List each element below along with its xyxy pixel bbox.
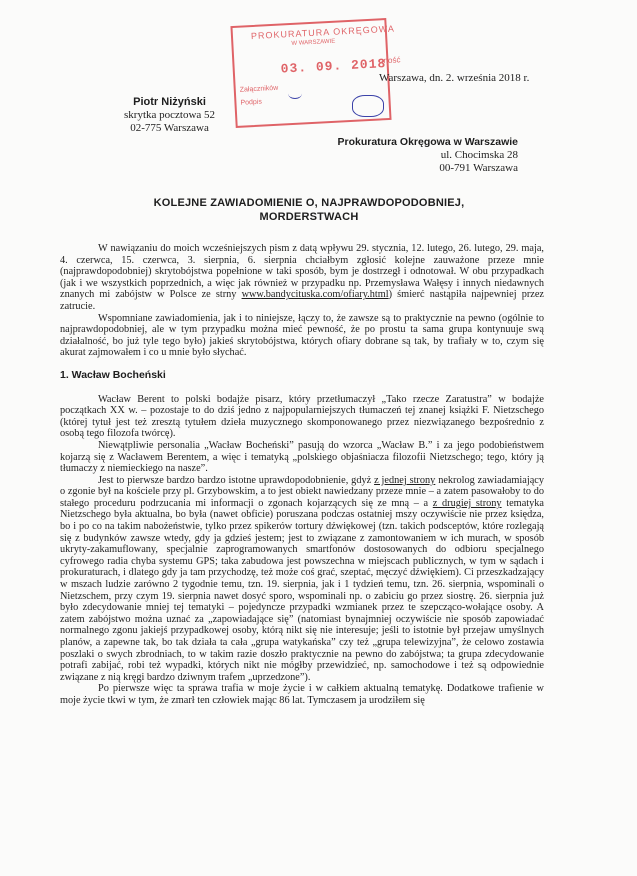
stamp-date: 03. 09. 2018 (280, 56, 387, 77)
underlined-phrase: z jednej strony (374, 474, 436, 486)
paragraph: Niewątpliwie personalia „Wacław Bocheński” pasują do wzorca „Wacław B.” i za jego podobieństwem kojarzą się z Wacławem Berentem, a więc i tematyką „polskiego objaśniacza filozofii Nietzschego; tego, który ją tłumaczy z niemieckiego na nasze”. (60, 439, 544, 475)
section-heading: 1. Wacław Bocheński (60, 368, 166, 381)
recipient-address-line: ul. Chocimska 28 (440, 149, 518, 161)
paragraph (60, 475, 544, 684)
sender-block (124, 96, 215, 135)
paragraph-text: nekrolog zawiadamiający o zgonie był na kościele przy pl. Grzybowskim, a to jest obiekt nawiedzany przeze mnie – a zatem pasowałoby to do stałego proceduru podrzucania mi informacji o zgonach kojarzących się ze mną – a (60, 474, 544, 509)
stamp-subtitle: W WARSZAWIE (291, 38, 336, 47)
paragraph-text: W nawiązaniu do moich wcześniejszych pism z datą wpływu 29. stycznia, 12. lutego, 26. lutego, 29. maja, 4. czerwca, 15. czerwca, 3. sierpnia, 6. sierpnia chciałbym zgłosić kolejne zauważone przeze mnie (najprawdopodobniej) skrytobójstwa popełnione w taki sposób, bym je dostrzegł i odnotował. W obu przypadkach (jak i we wszystkich poprzednich, a więc jak również w przypadku np. Przemysława Wałęsy i innych niedawnych znanych mi zabójstw w Polsce ze strny (60, 243, 544, 301)
sender-name: Piotr Niżyński (133, 96, 206, 108)
paragraph: Po pierwsze więc ta sprawa trafia w moje życie i w całkiem aktualną tematykę. Dodatkowe trafienie w moje życie tkwi w tym, że zmarł ten człowiek mając 86 lat. Tymczasem ja urodziłem się (60, 683, 544, 706)
recipient-name: Prokuratura Okręgowa w Warszawie (337, 136, 518, 148)
stamp-signature-label: Podpis (240, 98, 263, 107)
paragraph (60, 243, 544, 313)
stamp-attachments-label: Załączników (239, 84, 279, 94)
place-and-date: Warszawa, dn. 2. września 2018 r. (379, 72, 530, 84)
recipient-block (330, 136, 518, 175)
title-line: MORDERSTWACH (259, 211, 359, 223)
paragraph-text: Jest to pierwsze bardzo bardzo istotne uprawdopodobnienie, gdyż (98, 474, 375, 486)
paragraph-text: ) śmierć nastąpiła najpewniej przez zatrucie. (60, 289, 544, 312)
underlined-phrase: z drugiej strony (432, 497, 502, 509)
sender-address-line: 02-775 Warszawa (130, 122, 209, 134)
handwritten-signature (352, 95, 384, 117)
letter-body (60, 243, 544, 707)
title-line: KOLEJNE ZAWIADOMIENIE O, NAJPRAWDOPODOBNIEJ, (153, 197, 465, 209)
stamp-title: PROKURATURA OKRĘGOWA (250, 23, 396, 42)
recipient-address-line: 00-791 Warszawa (439, 162, 518, 174)
paragraph-text: tematyka Nietzschego była aktualna, bo była (nawet obficie) poruszana podczas ostatniej mszy oczywiście nie przez księdza, bo i po co na takim nabożeństwie, tylko przez spikerów tortury dźwiękowej (tzn. takich podsceptów, które rozlegają się z budynków zawsze wtedy, gdy ja gdzieś jestem; jest to związane z zamontowaniem w ich murach, w sposób ukryty-zakamuflowany, specjalnie zaprogramowanych smartfonów dostosowanych do odbioru specjalnego cyfrowego radia chyba systemu GPS; taka zabudowa jest powszechna w miejscach publicznych, w tym w sądach i prokuraturach, i dlatego gdy ja tam przychodzę, też może coś grać, szeptać, męczyć dźwiękiem). Ci przeszkadzający w mszach ludzie zarówno 2 tygodnie temu, tzn. 19. sierpnia, jak i 1 tydzień temu, tzn. 26. sierpnia, wspominali o Nietzschem, przy czym 19. sierpnia nawet dosyć sporo, wspominali np. o zabiciu go przez siostrę. 26. sierpnia już było zdecydowanie mniej tej tematyki – pojedyncze przypadki wzmianek przez te szepcząco-wołające osoby. A zatem zabójstwo można uznać za „zapowiadające się” (natomiast bynajmniej oczywiście nie sposób zapowiadać normalnego zgonu jakiejś przypadkowej osoby, którą nikt się nie interesuje; jeśli to istotnie był przejaw umyślnych planów, a zapewne tak, bo tak działa ta cała „grupa watykańska” czy też „grupa telewizyjna”, że celowo zostawia poszlaki o swych zbrodniach, to w takim razie doszło praktycznie na pewno do zabójstwa; ta grupa zdecydowanie potrafi zabijać, robi też wypadki, których nikt nie mógłby przewidzieć, np. samochodowe i też są odpowiednie związane z nią kręgi bardzo dziwnym trafem „uprzedzone”). (60, 497, 544, 683)
website-link: www.bandycituska.com/ofiary.html (241, 289, 389, 301)
handwritten-mark (288, 88, 302, 99)
sender-address-line: skrytka pocztowa 52 (124, 109, 216, 121)
paragraph: Wspomniane zawiadomienia, jak i to niniejsze, łączy to, że zawsze są to praktycznie na pewno (ogólnie to najprawdopodobniej, ale w tym przypadku można mieć pewność, że po prostu ta sama grupa kontynuuje swą działalność, bo już tyle tego było) jakieś skrytobójstwa, których ofiary dobrane są tak, by trafiały w to, czym się akurat zajmowałem i co u mnie było słychać. (60, 312, 544, 359)
paragraph: Wacław Berent to polski bodajże pisarz, który przetłumaczył „Tako rzecze Zaratustra” w bodajże początkach XX w. – pozostaje to do dziś jedno z najpopularniejszych tłumaczeń tej znanej książki F. Nietzschego (której tytuł jest też zresztą tytułem dzieła muzycznego skomponowanego przez niezwiązanego bezpośrednio z osobą tego filozofa twórcę). (60, 393, 544, 440)
stamp-side-text: -ność (380, 55, 401, 66)
document-title (120, 196, 498, 224)
